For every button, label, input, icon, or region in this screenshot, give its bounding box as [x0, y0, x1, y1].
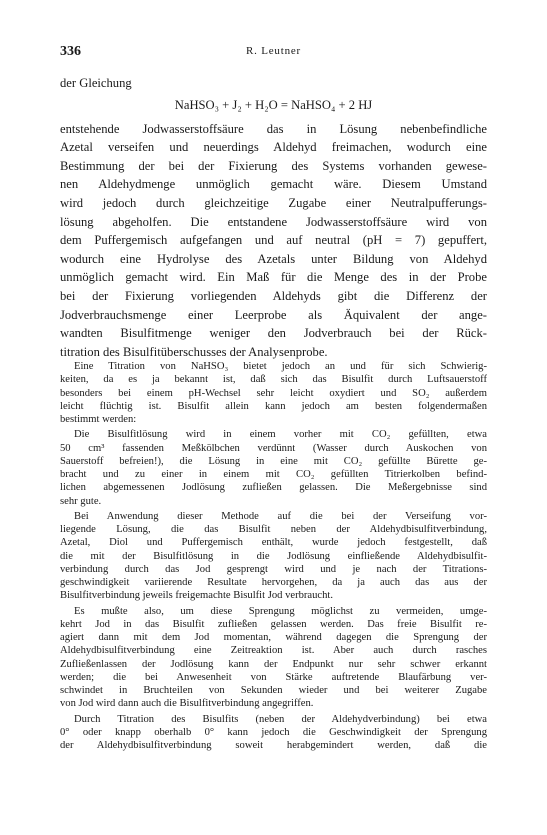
small-text-line: werden; die bei Anwesenheit von Stärke auftretende Blaufärbung ver-: [60, 671, 487, 683]
small-text-line: bracht und zu einer in einem mit CO₂ gefüllten Titrierkolben befind-: [60, 469, 487, 480]
page-number: 336: [60, 44, 81, 59]
small-text-line: Zufließenlassen der Jodlösung kann der Endpunkt nur sehr schwer erkannt: [60, 658, 487, 670]
main-text-line: lösung abgeholfen. Die entstandene Jodwasserstoffsäure wird von: [60, 214, 487, 229]
main-text-line: unmöglich gemacht wird. Ein Maß für die Menge des in der Probe: [60, 270, 487, 285]
chemical-equation: NaHSO₃ + J₂ + H₂O = NaHSO₄ + 2 HJ: [174, 97, 373, 112]
main-paragraph: [60, 120, 487, 362]
small-text-line: verbindung durch das Jod gesprengt wird und je nach der Titrations-: [60, 563, 487, 575]
small-text-line: lichen abgemessenen Jodlösung zufließen gelassen. Die Meßergebnisse sind: [60, 482, 487, 494]
small-paragraph: [60, 605, 487, 711]
main-text-line: Bestimmung der bei der Fixierung des Systems vorhanden gewese-: [60, 158, 487, 173]
small-text-line: der Aldehydbisulfitverbindung soweit herabgemindert werden, daß die: [60, 740, 487, 751]
small-text-line: kehrt Jod in das Bisulfit zufließen gelassen werden. Das freie Bisulfit re-: [60, 618, 487, 630]
small-text-line: besonders bei einem pH-Wechsel sehr leicht oxydiert und SO₂ außerdem: [60, 387, 487, 399]
main-text-line: titration des Bisulfitüberschusses der Analysenprobe.: [60, 344, 328, 359]
small-text-line: Eine Titration von NaHSO₃ bietet jedoch an und für sich Schwierig-: [74, 361, 487, 372]
main-text-line: bei der Fixierung vorliegenden Aldehyds gibt die Differenz der: [60, 288, 487, 303]
page-header: [60, 44, 487, 60]
small-paragraph: [60, 510, 487, 603]
main-text-line: nen Aldehydmenge unmöglich gemacht wäre. Diesem Umstand: [60, 177, 487, 192]
main-text-line: entstehende Jodwasserstoffsäure das in Lösung nebenbefindliche: [60, 121, 487, 136]
small-text-line: schwindet in Bruchteilen von Sekunden wieder und bei weiterer Zugabe: [60, 685, 487, 696]
small-paragraph: [60, 428, 487, 508]
small-text-line: agiert dann mit dem Jod momentan, während dagegen die Sprengung der: [60, 632, 487, 643]
small-text-line: Bisulfitverbindung jeweils freigemachte Bisulfit Jod verbraucht.: [60, 590, 334, 602]
small-text-line: von Jod wird dann auch die Bisulfitverbindung angegriffen.: [60, 698, 314, 710]
small-paragraph: [60, 713, 487, 753]
main-text-line: Azetal verseifen und neuerdings Aldehyd freimachen, wodurch eine: [60, 140, 487, 155]
main-text-line: dem Puffergemisch aufgefangen und auf neutral (pH = 7) gepuffert,: [60, 233, 487, 248]
small-text-line: die mit der Bisulfitlösung in die Jodlösung einfließende Aldehydbisulfit-: [60, 550, 487, 562]
intro-line: der Gleichung: [60, 76, 132, 90]
small-text-line: Sauerstoff befreien!), die Lösung in eine mit CO₂ gefüllte Bürette ge-: [60, 455, 487, 467]
small-text-line: Bei Anwendung dieser Methode auf die bei der Verseifung vor-: [74, 510, 487, 522]
small-text-line: Es mußte also, um diese Sprengung möglichst zu vermeiden, umge-: [74, 605, 487, 617]
small-text-line: Die Bisulfitlösung wird in einem vorher mit CO₂ gefüllten, etwa: [74, 429, 487, 441]
small-text-line: keiten, da es ja bekannt ist, daß sich das Bisulfit durch Luftsauerstoff: [60, 374, 487, 386]
main-text-line: wird jedoch durch gleichzeitige Zugabe einer Neutralpufferungs-: [60, 195, 487, 210]
small-text-line: liegende Lösung, die das Bisulfit neben der Aldehydbisulfitverbindung,: [60, 524, 487, 535]
running-head: R. Leutner: [245, 45, 302, 57]
small-text-line: geschwindigkeit variierende Resultate hervorgehen, da ja auch das aus der: [60, 577, 487, 588]
small-text-line: 50 cm³ fassenden Meßkölbchen verdünnt (Wasser durch Auskochen von: [60, 442, 487, 454]
main-text-line: wodurch eine Hydrolyse des Azetals unter Bildung von Aldehyd: [60, 251, 487, 266]
small-text-line: 0° oder knapp oberhalb 0° kann jedoch die Geschwindigkeit der Sprengung: [60, 726, 487, 738]
small-text-line: Azetal, Diol und Puffergemisch enthält, wurde jedoch festgestellt, daß: [60, 537, 487, 549]
small-text-line: bestimmt werden:: [60, 414, 137, 425]
main-text: [60, 74, 487, 361]
small-paragraph: [60, 360, 487, 426]
main-text-line: Jodverbrauchsmenge einer Leerprobe als Äquivalent der ange-: [60, 307, 487, 322]
small-text-line: Durch Titration des Bisulfits (neben der Aldehydverbindung) bei etwa: [74, 713, 487, 725]
small-text-line: leicht flüchtig ist. Bisulfit allein kann jedoch am besten folgendermaßen: [60, 400, 487, 412]
small-print-section: [60, 360, 487, 752]
small-text-line: sehr gute.: [60, 495, 102, 507]
main-text-line: wandten Bisulfitmenge weniger den Jodverbrauch bei der Rück-: [60, 326, 487, 341]
small-text-line: Aldehydbisulfitverbindung eine Zeitreaktion ist. Aber auch durch rasches: [60, 645, 487, 657]
